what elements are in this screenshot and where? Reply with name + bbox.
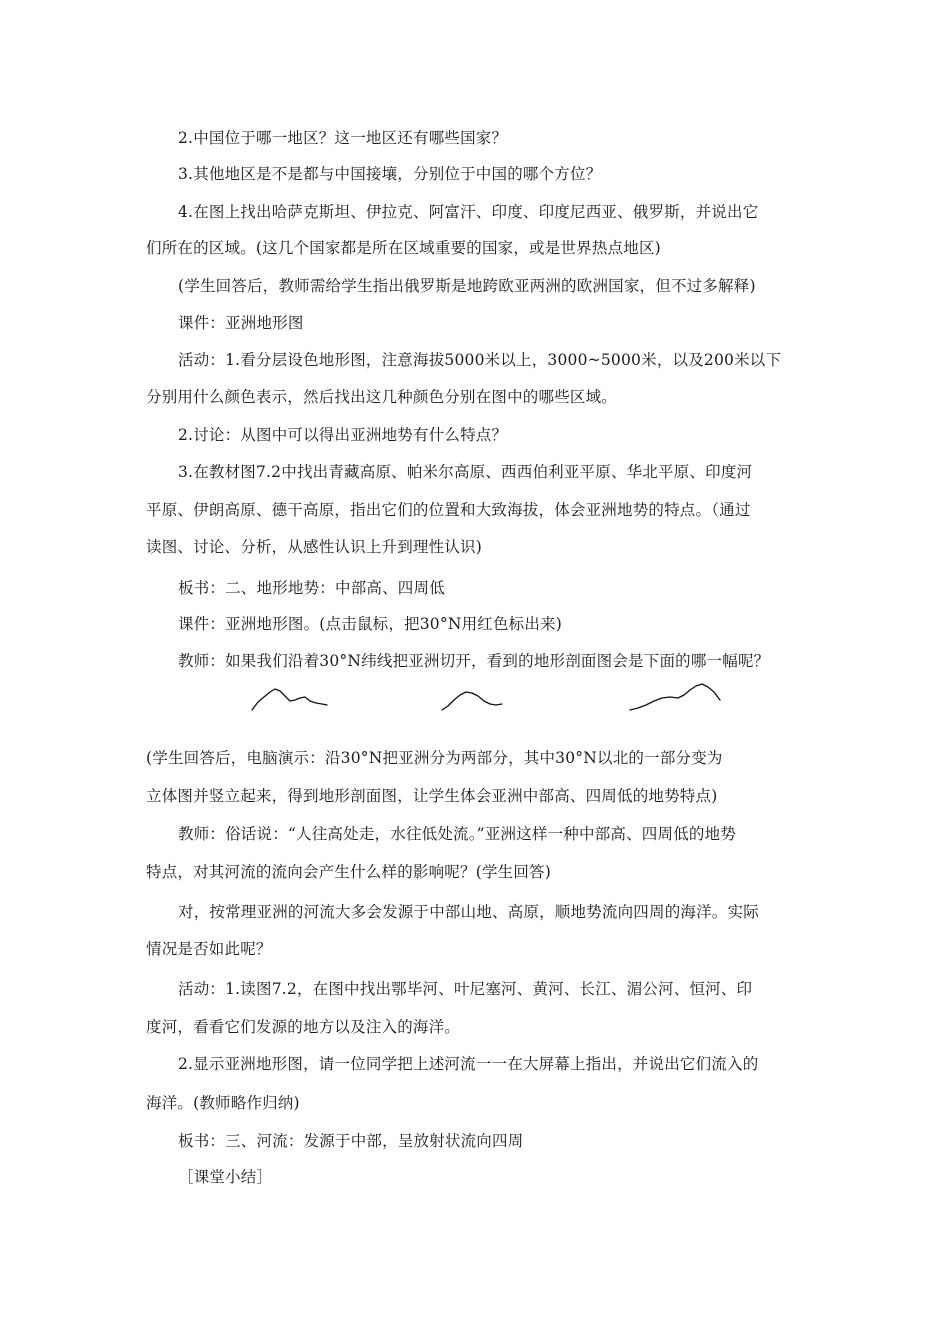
text-line: 对，按常理亚洲的河流大多会发源于中部山地、高原，顺地势流向四周的海洋。实际: [178, 903, 759, 921]
text-line: 教师：如果我们沿着30°N纬线把亚洲切开，看到的地形剖面图会是下面的哪一幅呢？: [178, 652, 770, 670]
text-line: 板书：二、地形地势：中部高、四周低: [178, 579, 445, 597]
terrain-profile-c: [628, 680, 728, 714]
text-line: 2.中国位于哪一地区？这一地区还有哪些国家？: [178, 129, 508, 147]
text-line: 4.在图上找出哈萨克斯坦、伊拉克、阿富汗、印度、印度尼西亚、俄罗斯，并说出它: [178, 203, 759, 221]
text-line: 情况是否如此呢？: [146, 940, 272, 958]
text-line: 教师：俗话说：“人往高处走，水往低处流。”亚洲这样一种中部高、四周低的地势: [178, 825, 737, 843]
text-line: 2.显示亚洲地形图，请一位同学把上述河流一一在大屏幕上指出，并说出它们流入的: [178, 1055, 759, 1073]
text-line: 立体图并竖立起来，得到地形剖面图，让学生体会亚洲中部高、四周低的地势特点): [146, 787, 718, 805]
text-line: 海洋。(教师略作归纳): [146, 1094, 300, 1112]
text-line: 3.其他地区是不是都与中国接壤，分别位于中国的哪个方位？: [178, 165, 602, 183]
text-line: 课件：亚洲地形图: [178, 314, 304, 332]
text-line: 3.在教材图7.2中找出青藏高原、帕米尔高原、西西伯利亚平原、华北平原、印度河: [178, 463, 753, 481]
text-line: 平原、伊朗高原、德干高原，指出它们的位置和大致海拔，体会亚洲地势的特点。（通过: [146, 501, 751, 519]
text-line: 读图、讨论、分析，从感性认识上升到理性认识): [146, 538, 482, 556]
terrain-profile-options: [240, 680, 740, 720]
text-line: 特点，对其河流的流向会产生什么样的影响呢？(学生回答): [146, 863, 551, 881]
text-line: 2.讨论：从图中可以得出亚洲地势有什么特点？: [178, 426, 508, 444]
text-line: 分别用什么颜色表示，然后找出这几种颜色分别在图中的哪些区域。: [146, 388, 618, 406]
text-line: 活动：1.读图7.2，在图中找出鄂毕河、叶尼塞河、黄河、长江、湄公河、恒河、印: [178, 980, 753, 998]
text-line: (学生回答后，电脑演示：沿30°N把亚洲分为两部分，其中30°N以北的一部分变为: [146, 749, 723, 767]
text-line: 板书：三、河流：发源于中部，呈放射状流向四周: [178, 1132, 524, 1150]
text-line: 活动：1.看分层设色地形图，注意海拔5000米以上，3000~5000米，以及200米以下: [178, 351, 782, 369]
terrain-profile-b: [440, 680, 510, 714]
text-line: ［课堂小结］: [178, 1168, 273, 1186]
text-line: 们所在的区域。(这几个国家都是所在区域重要的国家，或是世界热点地区): [146, 239, 661, 257]
text-line: 度河，看看它们发源的地方以及注入的海洋。: [146, 1018, 461, 1036]
text-line: 课件：亚洲地形图。(点击鼠标，把30°N用红色标出来): [178, 615, 563, 633]
terrain-profile-a: [250, 680, 330, 714]
text-line: (学生回答后，教师需给学生指出俄罗斯是地跨欧亚两洲的欧洲国家，但不过多解释): [178, 277, 756, 295]
